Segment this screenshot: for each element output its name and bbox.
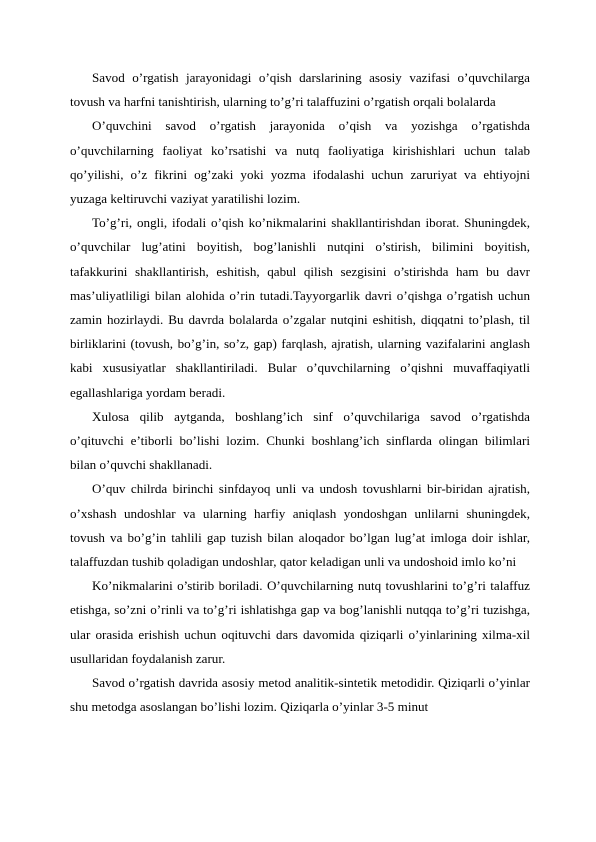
paragraph-xulosa: Xulosa qilib aytganda, boshlang’ich sinf o’quvchilariga savod o’rgatishda o’qituvchi e’tiborli bo’lishi lozim. Chunki boshlang’ich sinflarda olingan bilimlari bilan o’quvchi shakllanadi. xyxy=(70,408,530,473)
paragraph-nutq-tovushlari: Ko’nikmalarini o’stirib boriladi. O’quvchilarning nutq tovushlarini to’g’ri talaffuz etishga, so’zni o’rinli va to’g’ri ishlatishga gap va bog’lanishli nutqqa to’g’ri tuzishga, ular orasida erishish uchun oqituvchi dars davomida qiziqarli o’yinlarining xilma-xil usullaridan foydalanish zarur. xyxy=(70,578,530,666)
paragraph-savod-vazifasi: Savod o’rgatish jarayonidagi o’qish darslarining asosiy vazifasi o’quvchilarga tovush va harfni tanishtirish, ularning to’g’ri talaffuzini o’rgatish orqali bolalarda xyxy=(70,70,530,110)
paragraph-konikmalar: To’g’ri, ongli, ifodali o’qish ko’nikmalarini shakllantirishdan iborat. Shuningdek, o’quvchilar lug’atini boyitish, bog’lanishli nutqini o’stirish, bilimini boyitish, tafakkurini shakllantirish, eshitish, qabul qilish sezgisini o’stirishda ham bu davr mas’uliyatliligi bilan alohida o’rin tutadi.Tayyorgarlik davri o’qishga o’rgatish uchun zamin hozirlaydi. Bu davrda bolalarda o’zgalar nutqini eshitish, diqqatni to’plash, til birliklarini (tovush, bo’g’in, so’z, gap) farqlash, ajratish, ularning vazifalarini anglash kabi xususiyatlar shakllantiriladi. Bular o’quvchilarning o’qishni muvaffaqiyatli egallashlariga yordam beradi. xyxy=(70,215,530,400)
paragraph-unli-undosh: O’quv chilrda birinchi sinfdayoq unli va undosh tovushlarni bir-biridan ajratish, o’xshash undoshlar va ularning harfiy aniqlash yondoshgan unlilarni shuningdek, tovush va bo’g’in tahlili gap tuzish bilan aloqador bo’lgan lug’at imloga doir ishlar, talaffuzdan tushib qoladigan undoshlar, qator keladigan unli va undoshoid imlo ko’ni xyxy=(70,481,530,570)
paragraph-oqish-yozish: O’quvchini savod o’rgatish jarayonida o’qish va yozishga o’rgatishda o’quvchilarning faoliyat ko’rsatishi va nutq faoliyatiga kirishishlari uchun talab qo’yilishi, o’z fikrini og’zaki yoki yozma ifodalashi uchun zaruriyat va ehtiyojni yuzaga keltiruvchi vaziyat yaratilishi lozim. xyxy=(70,118,530,207)
document-page xyxy=(70,66,530,719)
paragraph-metod: Savod o’rgatish davrida asosiy metod analitik-sintetik metodidir. Qiziqarli o’yinlar shu metodga asoslangan bo’lishi lozim. Qiziqarla o’yinlar 3-5 minut xyxy=(70,675,530,715)
